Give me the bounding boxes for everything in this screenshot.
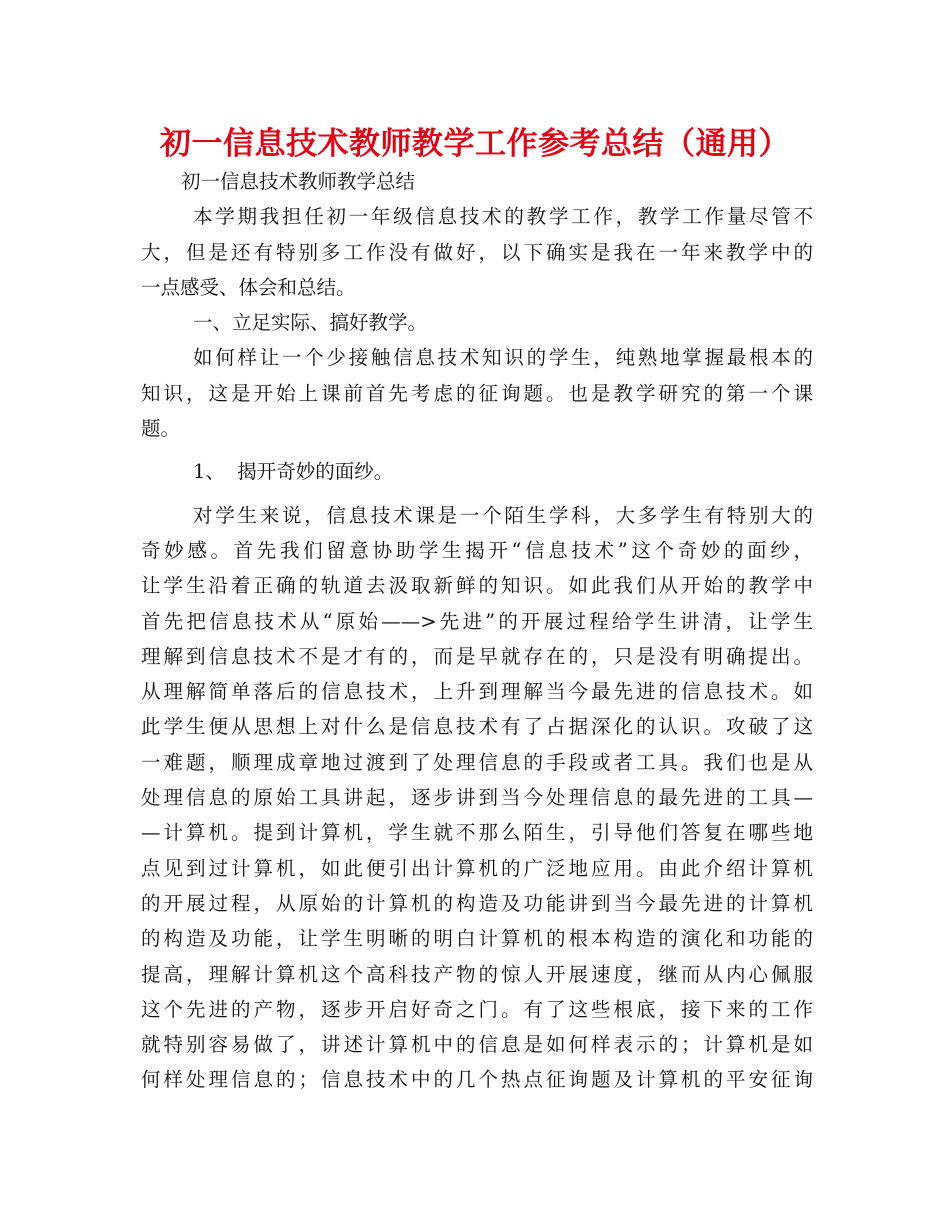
paragraph-line: 题。 — [141, 417, 181, 441]
paragraph-line: 对学生来说，信息技术课是一个陌生学科，大多学生有特别大的 — [193, 503, 813, 527]
paragraph-line: 点见到过计算机，如此便引出计算机的广泛地应用。由此介绍计算机 — [141, 856, 813, 880]
paragraph-line: 就特别容易做了，讲述计算机中的信息是如何样表示的；计算机是如 — [141, 1033, 813, 1057]
paragraph-gap — [141, 490, 813, 498]
paragraph-line: 知识，这是开始上课前首先考虑的征询题。也是教学研究的第一个课 — [141, 381, 813, 405]
paragraph-line: 如何样让一个少接触信息技术知识的学生，纯熟地掌握最根本的 — [193, 346, 813, 370]
paragraph-line: 此学生便从思想上对什么是信息技术有了占据深化的认识。攻破了这 — [141, 715, 813, 739]
paragraph-line: 首先把信息技术从“原始——>先进”的开展过程给学生讲清，让学生 — [141, 609, 813, 633]
paragraph-line: 提高，理解计算机这个高科技产物的惊人开展速度，继而从内心佩服 — [141, 962, 813, 986]
paragraph-line: 让学生沿着正确的轨道去汲取新鲜的知识。如此我们从开始的教学中 — [141, 574, 813, 598]
paragraph-line: 处理信息的原始工具讲起，逐步讲到当今处理信息的最先进的工具— — [141, 786, 813, 810]
paragraph-line: 一点感受、体会和总结。 — [141, 275, 356, 299]
paragraph-line: 的开展过程，从原始的计算机的构造及功能讲到当今最先进的计算机 — [141, 891, 813, 915]
subsection-heading: 1、 揭开奇妙的面纱。 — [193, 460, 394, 484]
paragraph-line: 这个先进的产物，逐步开启好奇之门。有了这些根底，接下来的工作 — [141, 997, 813, 1021]
document-subtitle: 初一信息技术教师教学总结 — [181, 170, 416, 193]
document-title: 初一信息技术教师教学工作参考总结（通用） — [160, 126, 790, 162]
document-body — [141, 164, 813, 1098]
paragraph-line: 本学期我担任初一年级信息技术的教学工作，教学工作量尽管不 — [193, 205, 813, 229]
paragraph-line: —计算机。提到计算机，学生就不那么陌生，引导他们答复在哪些地 — [141, 821, 813, 845]
section-heading: 一、立足实际、搞好教学。 — [193, 311, 428, 335]
paragraph-gap — [141, 446, 813, 454]
paragraph-line: 何样处理信息的；信息技术中的几个热点征询题及计算机的平安征询 — [141, 1068, 813, 1092]
paragraph-line: 的构造及功能，让学生明晰的明白计算机的根本构造的演化和功能的 — [141, 927, 813, 951]
paragraph-line: 从理解简单落后的信息技术，上升到理解当今最先进的信息技术。如 — [141, 680, 813, 704]
paragraph-line: 一难题，顺理成章地过渡到了处理信息的手段或者工具。我们也是从 — [141, 750, 813, 774]
paragraph-line: 奇妙感。首先我们留意协助学生揭开“信息技术”这个奇妙的面纱， — [141, 538, 813, 562]
paragraph-line: 大，但是还有特别多工作没有做好，以下确实是我在一年来教学中的 — [141, 240, 813, 264]
paragraph-line: 理解到信息技术不是才有的，而是早就存在的，只是没有明确提出。 — [141, 644, 813, 668]
